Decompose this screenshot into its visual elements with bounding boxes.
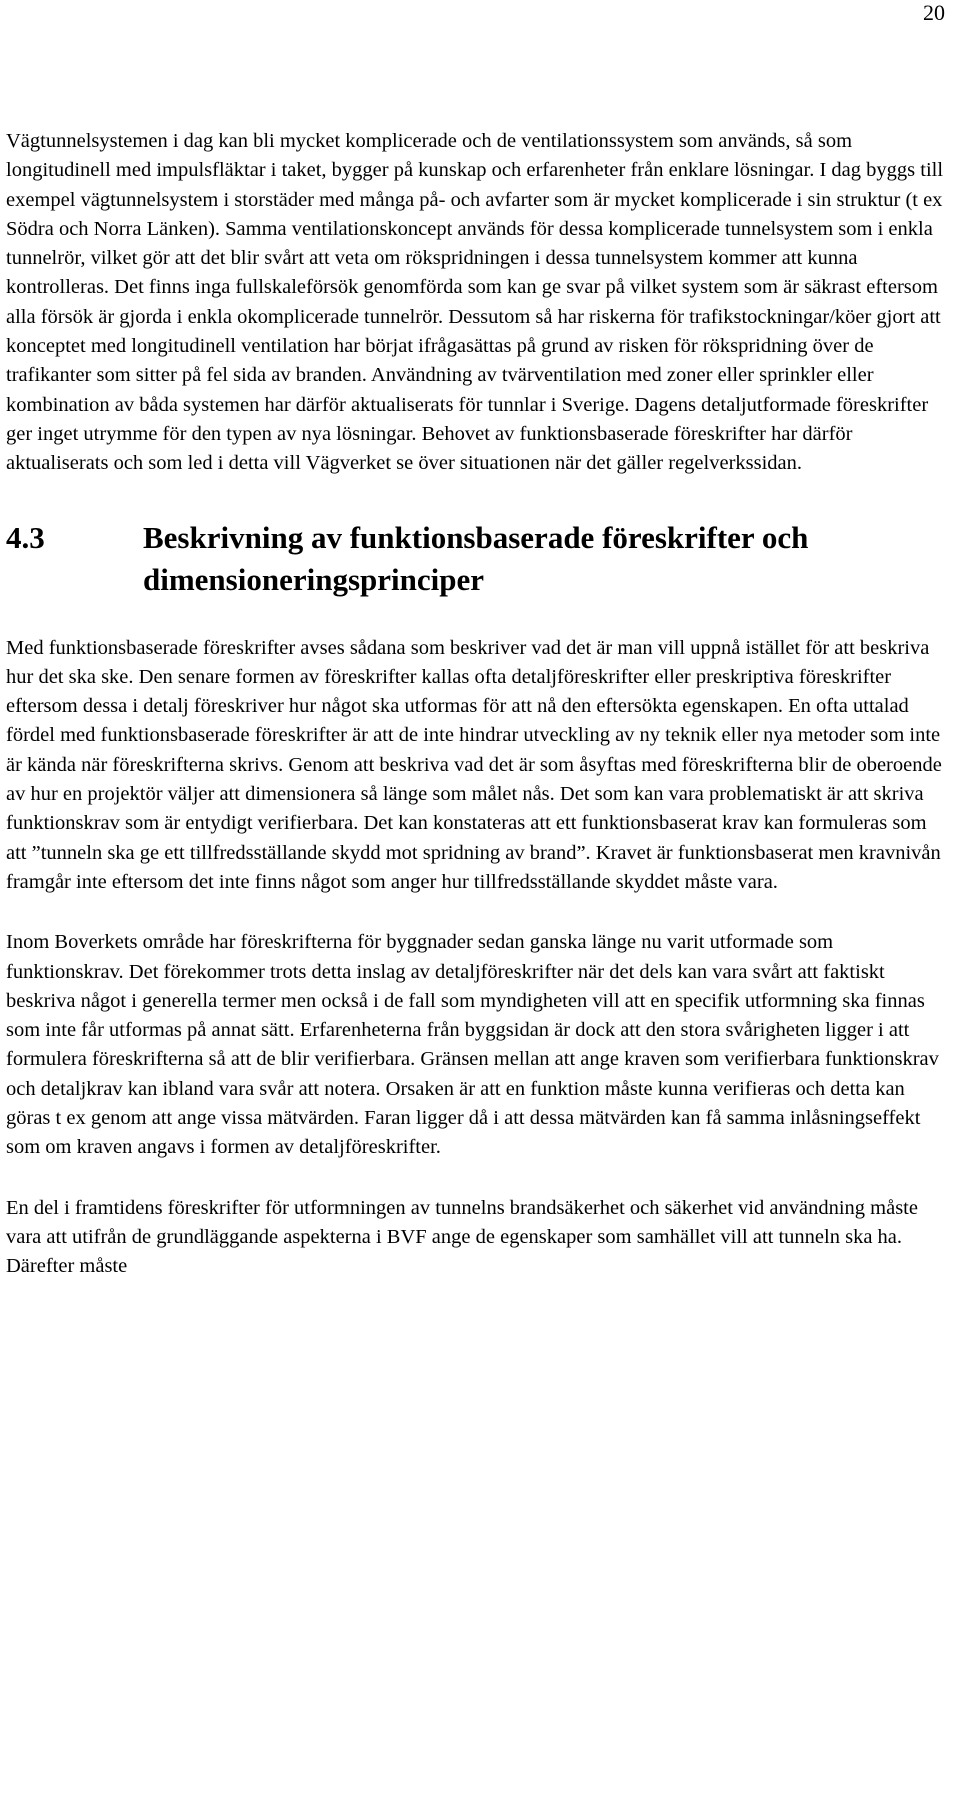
heading-spacer [6, 601, 952, 634]
paragraph-future-regulations: En del i framtidens föreskrifter för utformningen av tunnelns brandsäkerhet och säkerhet vid användning måste vara att utifrån de grundläggande aspekterna i BVF ange de egenskaper som samhället vill att tunneln ska ha. Därefter måste [6, 1196, 918, 1278]
section-title: Beskrivning av funktionsbaserade föreskrifter och dimensioneringsprinciper [143, 519, 809, 597]
document-body [6, 127, 952, 1282]
paragraph-tunnel-ventilation: Vägtunnelsystemen i dag kan bli mycket komplicerade och de ventilationssystem som används, så som longitudinell med impulsfläktar i taket, bygger på kunskap och erfarenheter från enklare lösningar. I dag byggs till exempel vägtunnelsystem i storstäder med många på- och avfarter som är mycket komplicerade i sin struktur (t ex Södra och Norra Länken). Samma ventilationskoncept används för dessa komplicerade tunnelsystem som i enkla tunnelrör, vilket gör att det blir svårt att veta om rökspridningen i dessa tunnelsystem kommer att kunna kontrolleras. Det finns inga fullskaleförsök genomförda som kan ge svar på vilket system som är säkrast eftersom alla försök är gjorda i enkla okomplicerade tunnelrör. Dessutom så har riskerna för trafikstockningar/köer gjort att konceptet med longitudinell ventilation har börjat ifrågasättas på grund av risken för rökspridning över de trafikanter som sitter på fel sida av branden. Användning av tvärventilation med zoner eller sprinkler eller kombination av båda systemen har därför aktualiserats för tunnlar i Sverige. Dagens detaljutformade föreskrifter ger inget utrymme för den typen av nya lösningar. Behovet av funktionsbaserade föreskrifter har därför aktualiserats och som led i detta vill Vägverket se över situationen när det gäller regelverkssidan. [6, 130, 944, 475]
paragraph-functional-requirements: Med funktionsbaserade föreskrifter avses sådana som beskriver vad det är man vill uppnå istället för att beskriva hur det ska ske. Den senare formen av föreskrifter kallas ofta detaljföreskrifter eller preskriptiva föreskrifter eftersom dessa i detalj föreskriver hur något ska utformas för att nå den eftersökta egenskapen. En ofta uttalad fördel med funktionsbaserade föreskrifter är att de inte hindrar utveckling av ny teknik eller nya metoder som inte är kända när föreskrifterna skrivs. Genom att beskriva vad det är som åsyftas med föreskrifterna blir de oberoende av hur en projektör väljer att dimensionera så länge som målet nås. Det som kan vara problematiskt är att skriva funktionskrav som är entydigt verifierbara. Det kan konstateras att ett funktionsbaserat krav kan formuleras som att ”tunneln ska ge ett tillfredsställande skydd mot spridning av brand”. Kravet är funktionsbaserat men kravnivån framgår inte eftersom det inte finns något som anger hur tillfredsställande skyddet måste vara. [6, 636, 942, 893]
section-heading [6, 517, 952, 601]
page-number: 20 [923, 0, 945, 25]
paragraph-boverket: Inom Boverkets område har föreskrifterna för byggnader sedan ganska länge nu varit utformade som funktionskrav. Det förekommer trots detta inslag av detaljföreskrifter när det dels kan vara svårt att faktiskt beskriva något i generella termer men också i de fall som myndigheten vill att en specifik utformning ska finnas som inte får utformas på annat sätt. Erfarenheterna från byggsidan är dock att den stora svårigheten ligger i att formulera föreskrifterna så att de blir verifierbara. Gränsen mellan att ange kraven som verifierbara funktionskrav och detaljkrav kan ibland vara svår att notera. Orsaken är att en funktion måste kunna verifieras och detta kan göras t ex genom att ange vissa mätvärden. Faran ligger då i att dessa mätvärden kan få samma inlåsningseffekt som om kraven angavs i formen av detaljföreskrifter. [6, 931, 939, 1159]
section-number: 4.3 [6, 519, 45, 555]
